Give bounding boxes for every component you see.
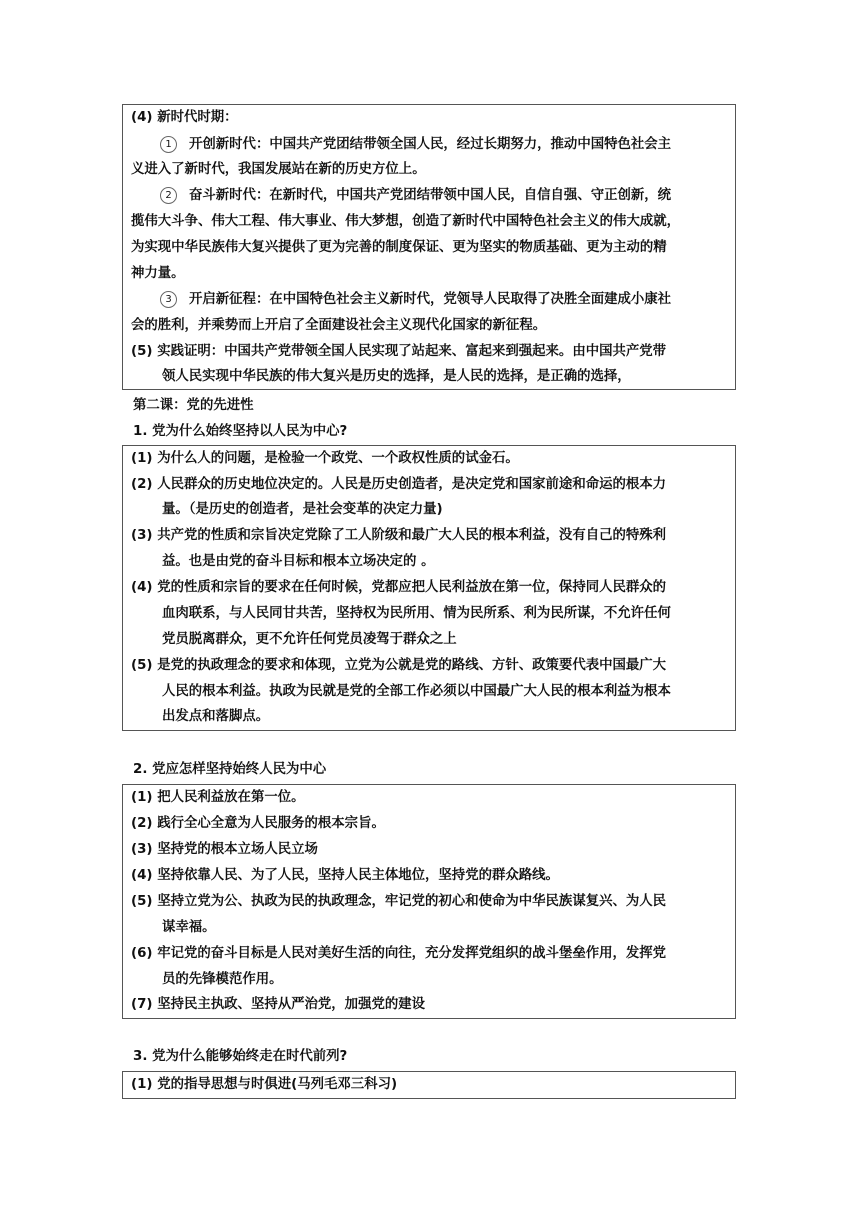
q1-line-7: 血肉联系，与人民同甘共苦，坚持权为民所用、情为民所系、利为民所谋，不允许任何	[162, 606, 671, 621]
q1-line-9: (5) 是党的执政理念的要求和体现，立党为公就是党的路线、方针、政策要代表中国最广大	[131, 658, 667, 673]
q2-line-3: (3) 坚持党的根本立场人民立场	[131, 842, 318, 857]
q2-line-4: (4) 坚持依靠人民、为了人民，坚持人民主体地位，坚持党的群众路线。	[131, 868, 559, 883]
q1-line-5: 益。也是由党的奋斗目标和根本立场决定的 。	[162, 554, 435, 569]
point-2-line-1	[160, 186, 671, 206]
point-1-text: 开创新时代：中国共产党团结带领全国人民，经过长期努力，推动中国特色社会主	[189, 137, 672, 152]
point-2-line-3: 为实现中华民族伟大复兴提供了更为完善的制度保证、更为坚实的物质基础、更为主动的精	[131, 240, 667, 255]
q1-line-2: (2) 人民群众的历史地位决定的。人民是历史创造者，是决定党和国家前途和命运的根本力	[131, 477, 667, 492]
q2-line-9: (7) 坚持民主执政、坚持从严治党，加强党的建设	[131, 997, 426, 1012]
point-3-text: 开启新征程：在中国特色社会主义新时代，党领导人民取得了决胜全面建成小康社	[189, 292, 672, 307]
q1-line-8: 党员脱离群众，更不允许任何党员凌驾于群众之上	[162, 632, 457, 647]
question-2-title: 2. 党应怎样坚持始终人民为中心	[133, 762, 327, 777]
point-2-line-4: 神力量。	[131, 266, 185, 281]
lesson-title: 第二课：党的先进性	[133, 398, 254, 413]
q1-line-3: 量。（是历史的创造者，是社会变革的决定力量)	[162, 502, 443, 517]
question-1-title: 1. 党为什么始终坚持以人民为中心?	[133, 424, 348, 439]
q2-line-7: (6) 牢记党的奋斗目标是人民对美好生活的向往，充分发挥党组织的战斗堡垒作用，发挥党	[131, 946, 667, 961]
point-1-line-2: 义进入了新时代，我国发展站在新的历史方位上。	[131, 162, 426, 177]
q2-line-6: 谋幸福。	[162, 920, 216, 935]
q2-line-5: (5) 坚持立党为公、执政为民的执政理念，牢记党的初心和使命为中华民族谋复兴、为人民	[131, 894, 667, 909]
q2-line-8: 员的先锋模范作用。	[162, 972, 283, 987]
q3-line-1: (1) 党的指导思想与时俱进(马列毛邓三科习)	[131, 1077, 398, 1092]
point-3-line-1	[160, 290, 671, 310]
point-1-line-1	[160, 135, 671, 155]
circled-number-1: 1	[160, 136, 177, 153]
q2-line-1: (1) 把人民利益放在第一位。	[131, 790, 305, 805]
q1-line-6: (4) 党的性质和宗旨的要求在任何时候，党都应把人民利益放在第一位，保持同人民群众的	[131, 580, 667, 595]
q1-line-11: 出发点和落脚点。	[162, 709, 270, 724]
q1-line-1: (1) 为什么人的问题，是检验一个政党、一个政权性质的试金石。	[131, 451, 519, 466]
point-2-line-2: 揽伟大斗争、伟大工程、伟大事业、伟大梦想，创造了新时代中国特色社会主义的伟大成就，	[131, 214, 681, 229]
item-5-line-1: (5) 实践证明：中国共产党带领全国人民实现了站起来、富起来到强起来。由中国共产党带	[131, 344, 667, 359]
point-3-line-2: 会的胜利，并乘势而上开启了全面建设社会主义现代化国家的新征程。	[131, 318, 547, 333]
q1-line-4: (3) 共产党的性质和宗旨决定党除了工人阶级和最广大人民的根本利益，没有自己的特殊利	[131, 528, 667, 543]
q2-line-2: (2) 践行全心全意为人民服务的根本宗旨。	[131, 816, 385, 831]
question-3-title: 3. 党为什么能够始终走在时代前列?	[133, 1049, 348, 1064]
item-5-line-2: 领人民实现中华民族的伟大复兴是历史的选择，是人民的选择，是正确的选择，	[162, 369, 631, 384]
circled-number-3: 3	[160, 291, 177, 308]
circled-number-2: 2	[160, 187, 177, 204]
q1-line-10: 人民的根本利益。执政为民就是党的全部工作必须以中国最广大人民的根本利益为根本	[162, 684, 671, 699]
point-2-text: 奋斗新时代：在新时代，中国共产党团结带领中国人民，自信自强、守正创新，统	[189, 188, 672, 203]
item-4-heading: (4) 新时代时期：	[131, 110, 238, 125]
